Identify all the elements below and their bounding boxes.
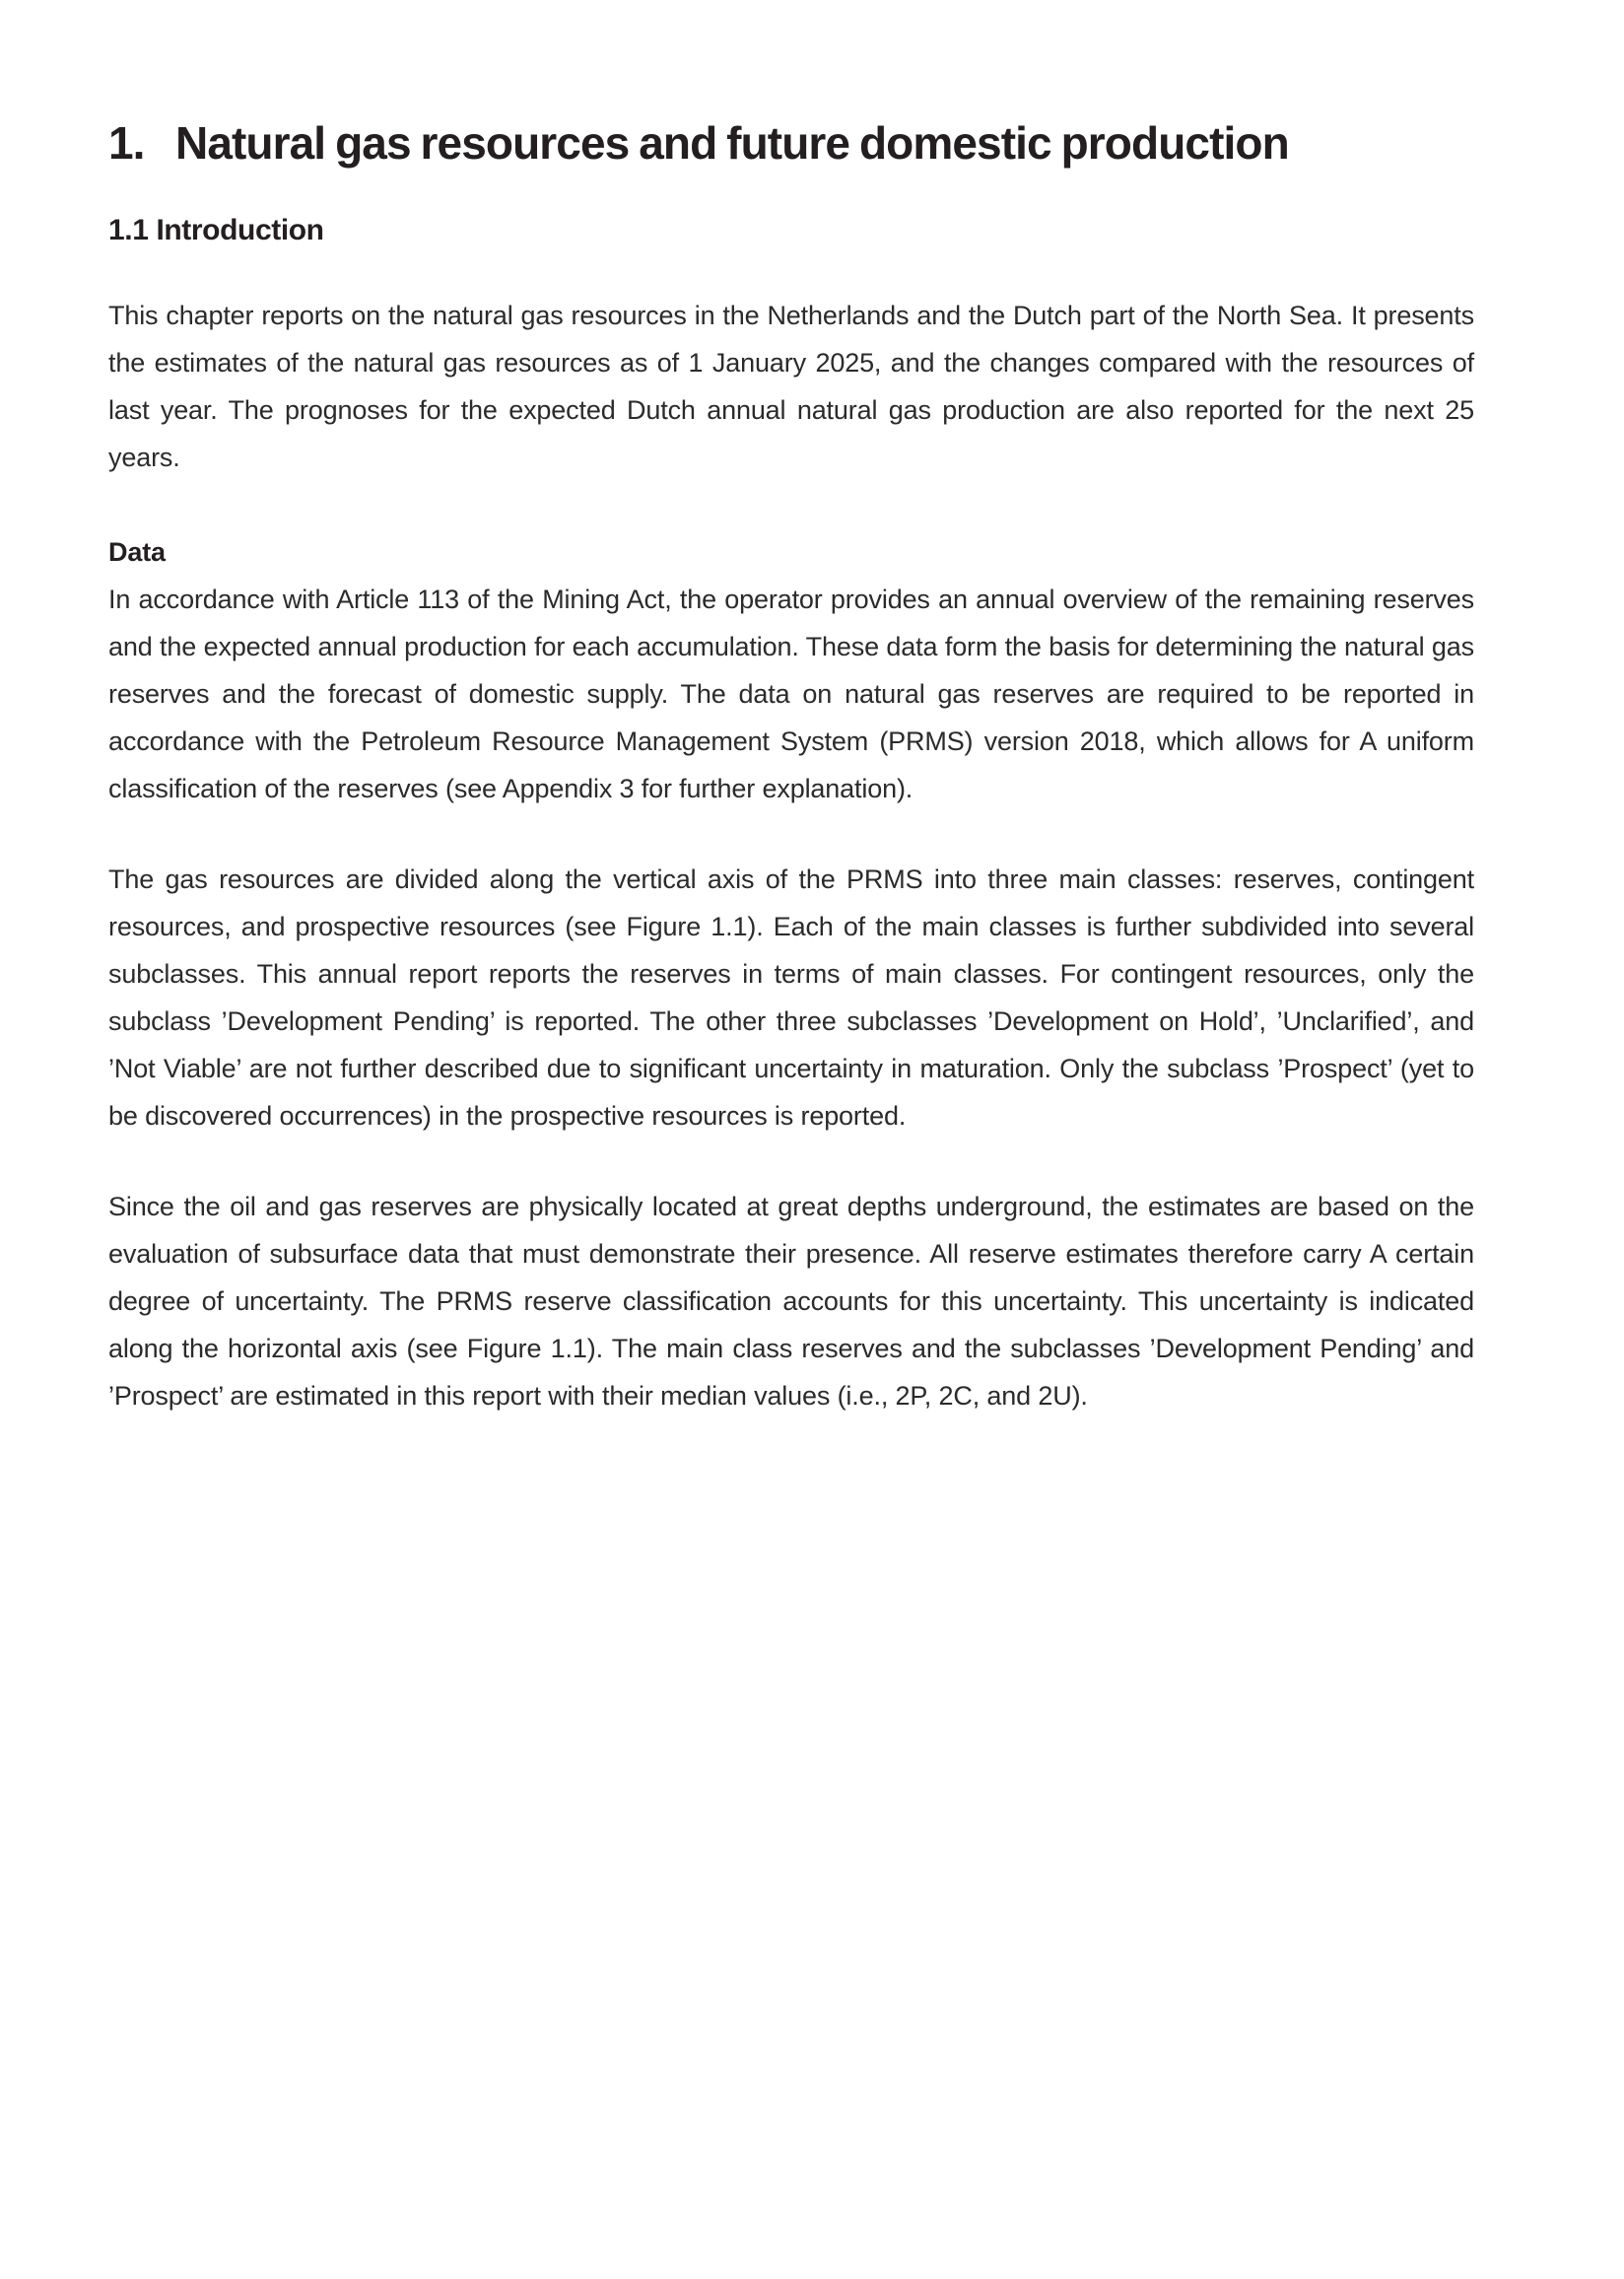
paragraph-data: In accordance with Article 113 of the Mining Act, the operator provides an annual overview of the remaining reserves and the expected annual production for each accumulation. These data form the basis for determining the natural gas reserves and the forecast of domestic supply. The data on natural gas reserves are required to be reported in accordance with the Petroleum Resource Management System (PRMS) version 2018, which allows for A uniform classification of the reserves (see Appendix 3 for further explanation). [108,585,1474,804]
chapter-number: 1. [108,117,145,169]
subheading-data: Data [108,537,166,568]
chapter-title-text: Natural gas resources and future domestic production [175,117,1289,169]
paragraph-uncertainty: Since the oil and gas reserves are physically located at great depths underground, the estimates are based on the evaluation of subsurface data that must demonstrate their presence. All reserve estimates therefore carry A certain degree of uncertainty. The PRMS reserve classification accounts for this uncertainty. This uncertainty is indicated along the horizontal axis (see Figure 1.1). The main class reserves and the subclasses ’Development Pending’ and ’Prospect’ are estimated in this report with their median values (i.e., 2P, 2C, and 2U). [108,1192,1474,1412]
section-heading-introduction: 1.1 Introduction [108,214,324,247]
page-content-column [108,0,1474,1419]
paragraph-intro: This chapter reports on the natural gas resources in the Netherlands and the Dutch part of the North Sea. It presents the estimates of the natural gas resources as of 1 January 2025, and the changes compared with the resources of last year. The prognoses for the expected Dutch annual natural gas production are also reported for the next 25 years. [108,301,1474,473]
paragraph-resource-classes: The gas resources are divided along the vertical axis of the PRMS into three main classes: reserves, contingent resources, and prospective resources (see Figure 1.1). Each of the main classes is further subdivided into several subclasses. This annual report reports the reserves in terms of main classes. For contingent resources, only the subclass ’Development Pending’ is reported. The other three subclasses ’Development on Hold’, ’Unclarified’, and ’Not Viable’ are not further described due to significant uncertainty in maturation. Only the subclass ’Prospect’ (yet to be discovered occurrences) in the prospective resources is reported. [108,864,1474,1132]
chapter-title [108,0,1474,170]
